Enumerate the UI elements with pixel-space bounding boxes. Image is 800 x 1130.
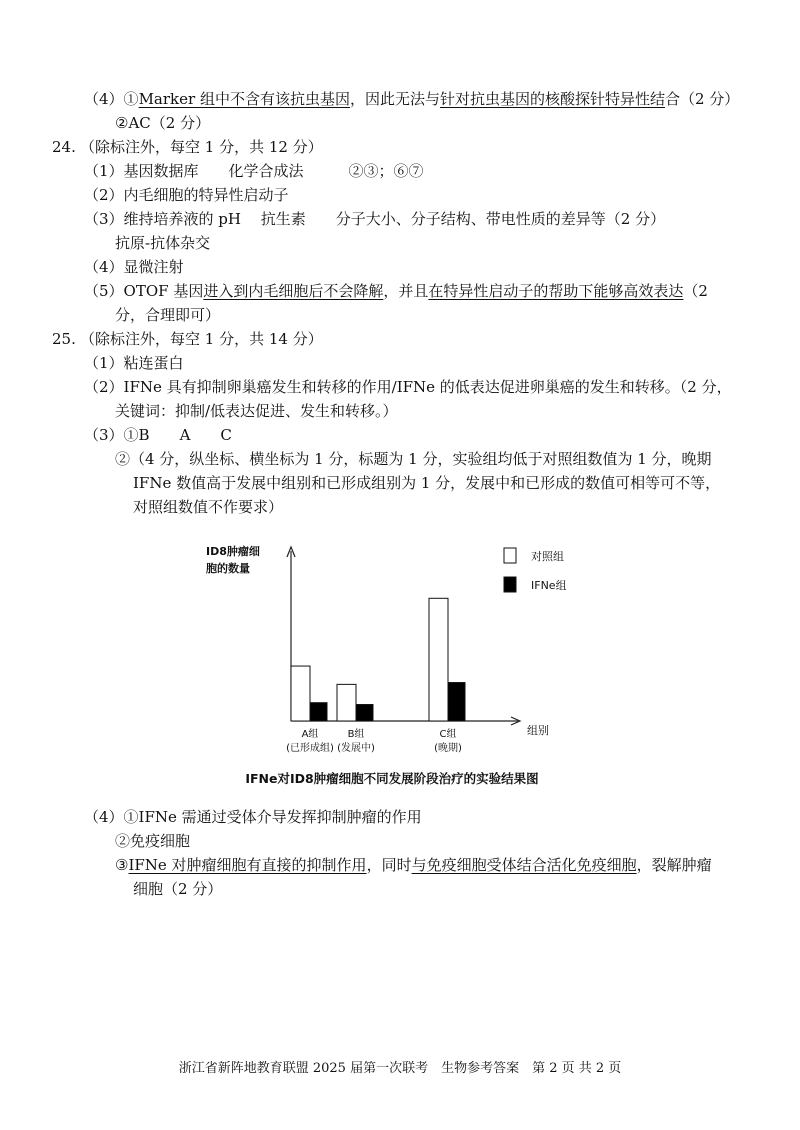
- item-number: （4）: [84, 808, 124, 826]
- category-label: C组: [439, 729, 457, 740]
- legend-label-control: 对照组: [531, 550, 564, 563]
- key-phrase: 在特异性启动子的帮助下能够高效表达: [428, 282, 684, 300]
- q24-answer-1: （1）基因数据库 化学合成法 ②③；⑥⑦: [84, 162, 424, 180]
- text-span: ，裂解肿瘤: [636, 856, 712, 874]
- text-span: ，因此无法与: [349, 90, 440, 108]
- x-axis-label: 组别: [527, 724, 549, 737]
- q24-answer-4: （4）显微注射: [84, 258, 184, 276]
- ifne-bar: [356, 705, 373, 721]
- q24-number: 24.: [52, 138, 76, 156]
- chart-title: IFNe对ID8肿瘤细胞不同发展阶段治疗的实验结果图: [245, 771, 539, 786]
- category-label: B组: [347, 729, 365, 740]
- q25-answer-3: （3）①B A C: [84, 426, 232, 444]
- q25-answer-3b-line2: IFNe 数值高于发展中组别和已形成组别为 1 分，发展中和已形成的数值可相等可不等，: [133, 474, 721, 492]
- text-span: （5）OTOF 基因: [84, 282, 204, 300]
- key-phrase: 进入到内毛细胞后不会降解: [203, 282, 384, 300]
- category-label: (发展中): [337, 743, 375, 754]
- q25-answer-4-2: ②免疫细胞: [115, 832, 191, 850]
- legend-swatch-control: [504, 548, 516, 563]
- key-phrase: 与免疫细胞受体结合活化免疫细胞: [411, 856, 637, 874]
- q24-answer-3: （3）维持培养液的 pH 抗生素 分子大小、分子结构、带电性质的差异等（2 分）: [84, 210, 666, 228]
- q24-note: （除标注外，每空 1 分，共 12 分）: [80, 138, 323, 156]
- text-span: 合（2 分）: [664, 90, 740, 108]
- q25-number: 25.: [52, 330, 76, 348]
- bar-chart: [190, 535, 610, 795]
- q25-answer-4-1: [84, 806, 422, 828]
- control-bar: [337, 684, 356, 721]
- q23-answer-4b: ②AC（2 分）: [115, 114, 211, 132]
- item-mark: ③: [115, 856, 129, 874]
- text-span: ，并且: [383, 282, 429, 300]
- legend-swatch-ifne: [504, 577, 516, 592]
- q25-answer-2: （2）IFNe 具有抑制卵巢癌发生和转移的作用/IFNe 的低表达促进卵巢癌的发生和转移。（2 分，: [84, 378, 732, 396]
- q25-answer-4-3-cont: 细胞（2 分）: [133, 880, 223, 898]
- q25-answer-3b-line3: 对照组数值不作要求）: [133, 498, 284, 516]
- ifne-bar: [310, 703, 327, 721]
- key-phrase: IFNe 对肿瘤细胞有直接的抑制作用: [128, 856, 367, 874]
- text-span: ①IFNe 需通过受体介导发挥抑制肿瘤的作用: [123, 808, 422, 826]
- category-label: (晚期): [434, 743, 462, 754]
- item-mark: ①: [123, 90, 139, 108]
- control-bar: [429, 598, 448, 721]
- ifne-bar: [448, 683, 465, 721]
- q24-answer-3b: 抗原-抗体杂交: [115, 234, 211, 252]
- q25-answer-2b: 关键词：抑制/低表达促进、发生和转移。）: [115, 402, 398, 420]
- key-phrase: Marker 组中不含有该抗虫基因: [138, 90, 350, 108]
- category-label: (已形成组): [286, 743, 334, 754]
- q24-answer-5-cont: 分，合理即可）: [115, 306, 221, 324]
- y-axis-label: 胞的数量: [206, 562, 250, 575]
- key-phrase: 针对抗虫基因的核酸探针特异性结: [439, 90, 665, 108]
- legend-label-ifne: IFNe组: [531, 579, 567, 592]
- q24-answer-5: [84, 280, 708, 302]
- text-span: ，同时: [366, 856, 412, 874]
- control-bar: [291, 666, 310, 721]
- q25-answer-4-3: [115, 854, 712, 876]
- q25-answer-1: （1）粘连蛋白: [84, 354, 184, 372]
- text-span: （2: [683, 282, 708, 300]
- q25-note: （除标注外，每空 1 分，共 14 分）: [80, 330, 323, 348]
- y-axis-label: ID8肿瘤细: [206, 545, 260, 558]
- q24-answer-2: （2）内毛细胞的特异性启动子: [84, 186, 289, 204]
- item-number: （4）: [84, 90, 124, 108]
- page-footer: 浙江省新阵地教育联盟 2025 届第一次联考 生物参考答案 第 2 页 共 2 页: [178, 1061, 622, 1076]
- q25-answer-3b-line1: ②（4 分，纵坐标、横坐标为 1 分，标题为 1 分，实验组均低于对照组数值为 1 分，晚期: [115, 450, 712, 468]
- q23-answer-4a: [84, 88, 739, 110]
- category-label: A组: [301, 729, 319, 740]
